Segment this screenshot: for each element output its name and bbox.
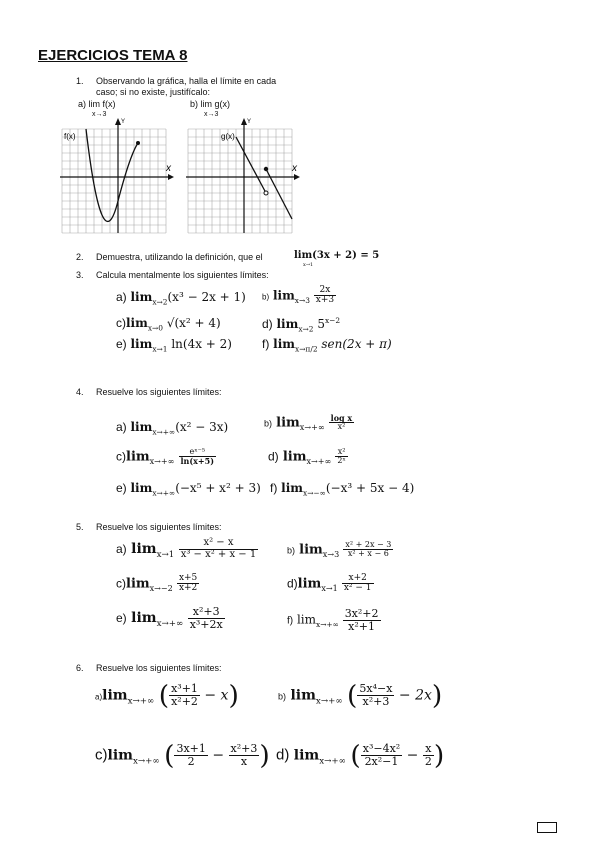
ex6-d-frac1 [361,743,402,767]
ex4-d-den: 2ˣ [337,456,346,466]
ex5-b-lim: lim [299,542,323,558]
graph-g-x-arrow [294,174,300,180]
ex4-a [116,420,228,436]
page-title: EJERCICIOS TEMA 8 [38,47,188,64]
ex4-b-lim: lim [276,415,300,431]
ex2-expr-text: lim(3x + 2) = 5 [294,250,380,261]
ex3-c [116,316,221,332]
ex5-d-sub: x→1 [321,584,338,594]
graph-f-label: f(x) [64,132,76,141]
ex6-c-den1: 2 [174,755,207,768]
ex5-c [116,574,199,594]
ex5-b-num: x² + 2x − 3 [345,540,392,549]
ex6-b-lparen: ( [347,680,358,711]
ex4-e-label: e) [116,481,127,495]
ex6-d-frac2 [423,743,434,767]
ex3-text: Calcula mentalmente los siguientes límites: [96,270,269,280]
ex3-b-sub: x→3 [294,295,310,305]
ex6-c-num1: 3x+1 [176,742,206,756]
ex6-a [95,680,239,711]
ex4-text: Resuelve los siguientes límites: [96,387,222,397]
ex3-a-label: a) [116,290,127,304]
ex5-f [287,608,381,632]
ex4-d-label: d) [268,449,279,464]
ex5-e-sub: x→+∞ [156,618,184,629]
graph-g-label: g(x) [221,132,235,141]
ex6-d-num2: x [425,742,432,756]
ex6-c-frac2 [229,743,260,767]
ex5-c-num: x+5 [178,573,198,583]
ex3-e-label: e) [116,337,127,351]
ex4-b [264,414,354,432]
ex4-number: 4. [76,387,84,397]
ex6-a-num: x³+1 [171,682,198,696]
ex4-d [268,448,348,466]
ex2-text: Demuestra, utilizando la definición, que el [96,252,263,262]
ex5-a-num: x² − x [203,537,234,548]
ex5-b [287,541,393,559]
ex6-c-lparen: ( [164,740,175,771]
ex5-e-den: x³+2x [189,617,223,631]
ex3-c-lim: lim [126,316,148,330]
ex4-d-lim: lim [282,449,307,465]
ex4-f-label: f) [270,481,278,495]
ex3-f-expr: sen(2x + π) [321,337,392,351]
graph-f-point [136,141,140,145]
ex6-text: Resuelve los siguientes límites: [96,663,222,673]
ex3-c-expr: √(x² + 4) [166,316,221,330]
ex4-d-sub: x→+∞ [306,456,332,466]
ex6-b-num: 5x⁴−x [359,682,393,696]
ex6-c-lim: lim [107,747,133,764]
ex6-c-den2: x [229,755,260,768]
ex4-e-expr: (−x⁵ + x² + 3) [175,481,261,495]
ex5-b-label: b) [287,545,296,556]
ex5-text: Resuelve los siguientes límites: [96,522,222,532]
ex4-f [270,481,414,497]
ex5-e-label: e) [116,611,127,626]
ex3-e [116,337,232,353]
ex3-d-sup: x−2 [324,316,341,325]
ex6-b-label: b) [278,691,287,702]
ex5-a-lim: lim [131,541,157,557]
ex6-d [276,740,444,771]
ex4-f-expr: (−x³ + 5x − 4) [325,481,415,495]
ex5-f-lim: lim [296,612,316,627]
ex4-e [116,481,261,497]
ex3-d-sub: x→2 [298,324,314,334]
ex3-f [262,337,392,353]
ex4-f-lim: lim [281,481,303,495]
ex4-a-label: a) [116,420,127,434]
ex5-e-lim: lim [131,610,157,627]
ex1-text-line1: Observando la gráfica, halla el límite en cada [96,76,277,86]
ex3-a [116,290,246,306]
ex5-f-frac [343,608,381,632]
ex6-c-label: c) [95,746,108,764]
ex3-b-lim: lim [272,288,295,303]
ex6-d-den1: 2x²−1 [361,755,402,768]
ex6-a-tail: − x [204,687,229,704]
ex3-f-label: f) [262,337,270,351]
ex5-number: 5. [76,522,84,532]
ex6-b-rparen: ) [431,680,443,711]
ex2-expr [294,250,379,261]
ex6-b-tail: − 2x [398,687,432,704]
ex6-d-sub: x→+∞ [319,756,346,767]
ex3-c-sub: x→0 [147,323,163,333]
ex3-d-lim: lim [276,317,299,331]
ex5-c-label: c) [116,576,126,591]
ex6-a-lim: lim [102,687,128,704]
ex5-f-den: x²+1 [343,620,381,633]
ex5-a-label: a) [116,542,127,556]
ex5-d-lim: lim [297,576,322,592]
ex3-b-den: x+3 [315,295,335,306]
graph-g-filled-point [264,167,268,171]
ex6-b-den: x²+3 [357,695,394,708]
ex6-c-rparen: ) [259,740,270,771]
ex4-c [116,448,216,466]
ex6-a-den: x²+2 [171,695,198,708]
ex6-b-sub: x→+∞ [315,696,343,707]
ex5-a-den: x³ − x² + x − 1 [180,548,257,560]
ex3-f-sub: x→π/2 [295,344,318,354]
ex4-b-num: log x [330,413,353,423]
ex1-text-line2: caso; si no existe, justifícalo: [96,87,211,97]
ex3-a-lim: lim [130,290,153,304]
ex1-number: 1. [76,76,84,86]
ex6-b-frac [357,683,394,707]
ex6-number: 6. [76,663,84,673]
ex5-d-num: x+2 [348,573,367,583]
ex6-c-num2: x²+3 [230,742,258,756]
ex5-e [116,606,225,630]
ex3-c-label: c) [116,316,126,330]
ex5-c-den: x+2 [178,583,198,594]
ex4-e-sub: x→+∞ [152,488,176,498]
graph-g-open-point [264,191,268,195]
ex4-a-sub: x→+∞ [152,427,176,437]
ex4-d-num: x² [337,447,346,456]
ex6-d-lparen: ( [350,740,361,771]
ex3-e-lim: lim [130,337,153,351]
ex5-c-lim: lim [126,576,150,592]
ex4-c-frac [179,448,216,466]
ex3-b-num: 2x [319,285,331,295]
ex5-a [116,538,258,560]
ex6-d-den2: 2 [424,755,432,768]
ex5-f-label: f) [287,615,294,627]
ex6-d-label: d) [276,746,290,764]
ex5-d-den: x² − 1 [343,583,372,594]
ex5-b-den: x² + x − 6 [343,549,393,558]
ex6-c-sub: x→+∞ [132,756,160,767]
graph-g-y-label: Y [247,119,252,125]
ex6-a-lparen: ( [158,680,170,711]
ex6-c-frac1 [174,743,207,767]
ex4-a-lim: lim [130,420,153,434]
ex1-a-sub: x→3 [92,111,107,118]
ex4-c-num: eˣ⁻⁵ [189,447,206,456]
ex4-c-label: c) [116,449,126,464]
ex4-f-sub: x→−∞ [303,488,326,498]
ex3-d [262,316,340,333]
ex4-e-lim: lim [130,481,153,495]
ex4-c-lim: lim [126,449,150,465]
graph-f-y-label: Y [121,119,126,125]
ex3-a-sub: x→2 [152,297,168,307]
ex5-d [287,574,374,594]
ex6-c [95,740,270,771]
ex5-f-sub: x→+∞ [316,619,339,629]
ex3-a-expr: (x³ − 2x + 1) [167,290,246,304]
ex5-d-label: d) [287,576,298,591]
graph-g [184,115,304,235]
ex4-b-frac [329,414,355,432]
ex4-a-expr: (x² − 3x) [175,420,229,434]
ex6-d-op: − [406,747,419,764]
ex3-e-expr: ln(4x + 2) [171,337,232,351]
graph-f-grid [62,129,166,233]
ex3-d-expr: 5 [317,317,325,331]
ex1-a-label: a) lim f(x) [78,99,116,109]
ex5-e-frac [188,606,225,630]
ex6-a-sub: x→+∞ [127,696,155,707]
ex5-f-num: 3x²+2 [344,607,379,620]
ex2-number: 2. [76,252,84,262]
ex5-c-frac [177,574,199,594]
ex1-b-sub: x→3 [204,111,219,118]
ex6-d-lim: lim [293,747,320,764]
page-number-box [537,822,557,833]
ex4-b-den: x² [329,422,355,431]
ex6-c-op: − [212,747,225,764]
ex5-a-frac [179,538,259,560]
ex4-c-sub: x→+∞ [149,456,175,466]
ex6-b [278,680,442,711]
ex4-c-den: ln(x+5) [180,456,214,467]
ex5-d-frac [342,574,374,594]
ex6-a-label: a) [95,692,103,702]
ex5-b-sub: x→3 [322,549,340,559]
ex4-d-frac [335,448,347,466]
ex3-e-sub: x→1 [152,344,168,354]
ex5-c-sub: x→−2 [149,584,173,594]
graph-g-x-label: x [292,163,297,174]
ex2-sub: x→1 [303,262,314,268]
ex4-b-label: b) [264,418,273,429]
graph-f [58,115,178,235]
graph-f-x-label: x [166,163,171,174]
ex3-b-label: b) [262,292,270,302]
ex6-d-rparen: ) [433,740,445,771]
ex5-e-num: x²+3 [192,605,220,618]
ex3-number: 3. [76,270,84,280]
ex6-a-frac [169,683,200,707]
ex4-b-sub: x→+∞ [299,422,325,432]
ex6-d-num1: x³−4x² [362,742,401,756]
ex3-b-frac [314,286,336,306]
ex5-b-frac [343,541,393,559]
ex3-d-label: d) [262,317,273,331]
ex1-b-label: b) lim g(x) [190,99,230,109]
ex3-b [262,286,336,306]
ex3-f-lim: lim [273,337,295,351]
ex5-a-sub: x→1 [156,549,175,560]
graph-f-x-arrow [168,174,174,180]
ex6-a-rparen: ) [228,680,239,711]
ex6-b-lim: lim [290,687,316,704]
graph-g-segment-left [236,137,266,193]
